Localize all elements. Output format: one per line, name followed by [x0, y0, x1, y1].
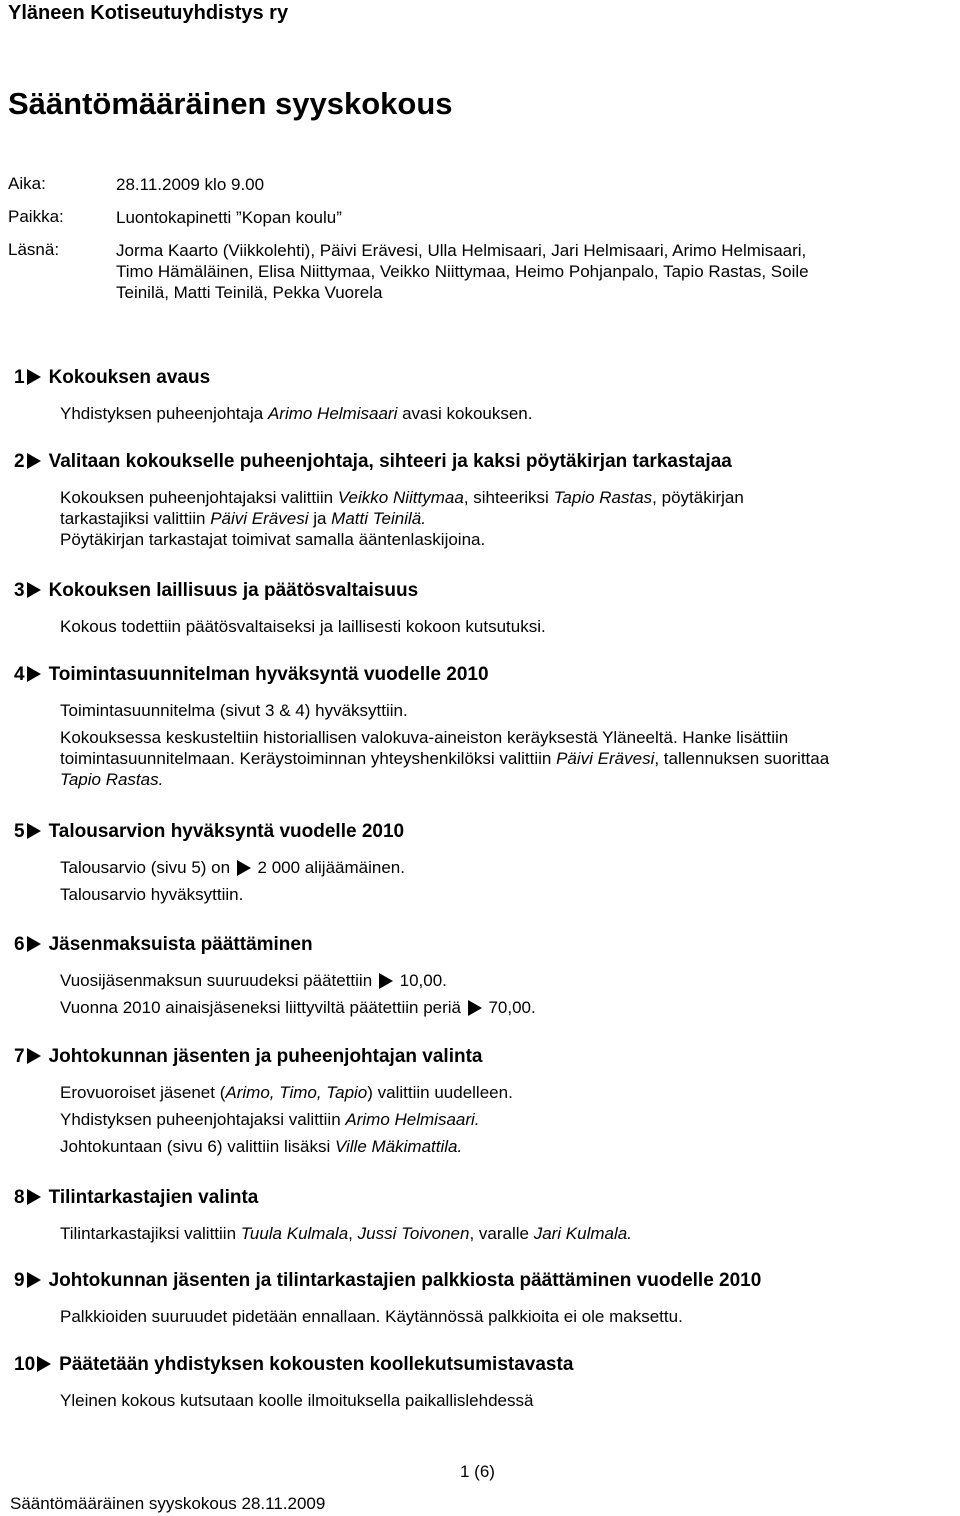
section-body: [60, 700, 956, 790]
place-label: Paikka:: [8, 207, 64, 226]
paragraph-line: [60, 529, 956, 550]
paragraph-line: [60, 748, 956, 769]
section-body: [60, 970, 956, 1018]
paragraph-line: [60, 1390, 956, 1411]
text-run: Talousarvio (sivu 5) on: [60, 858, 235, 877]
section-body: [60, 487, 956, 550]
text-run: , tallennuksen suorittaa: [654, 749, 830, 768]
arrow-bullet-icon: [379, 973, 393, 989]
section-heading: [14, 934, 313, 956]
italic-name: Jari Kulmala.: [533, 1224, 632, 1243]
section-number: 6: [14, 934, 25, 955]
present-label: Läsnä:: [8, 240, 60, 259]
section-title: Päätetään yhdistyksen kokousten koollekutsumistavasta: [59, 1354, 574, 1375]
text-run: , pöytäkirjan: [652, 488, 744, 507]
arrow-bullet-icon: [27, 1189, 41, 1205]
paragraph-line: [60, 997, 956, 1018]
text-run: ) valittiin uudelleen.: [367, 1083, 513, 1102]
present-line: Teinilä, Matti Teinilä, Pekka Vuorela: [116, 283, 383, 302]
section-title: Jäsenmaksuista päättäminen: [48, 934, 313, 955]
paragraph-line: [60, 884, 956, 905]
page-number: 1 (6): [460, 1462, 495, 1481]
paragraph-line: [60, 700, 956, 721]
section-body: [60, 1306, 956, 1327]
paragraph-line: [60, 403, 956, 424]
paragraph-line: [60, 508, 956, 529]
text-run: Toimintasuunnitelma (sivut 3 & 4) hyväksyttiin.: [60, 701, 408, 720]
section-body: [60, 616, 956, 637]
text-run: 70,00.: [483, 998, 536, 1017]
section-number: 1: [14, 367, 25, 388]
present-line: Timo Hämäläinen, Elisa Niittymaa, Veikko Niittymaa, Heimo Pohjanpalo, Tapio Rastas, Soile: [116, 262, 809, 281]
paragraph-line: [60, 1109, 956, 1130]
paragraph-line: [60, 1223, 956, 1244]
section-number: 8: [14, 1187, 25, 1208]
arrow-bullet-icon: [27, 1272, 41, 1288]
section-heading: [14, 1270, 761, 1292]
text-run: , varalle: [469, 1224, 534, 1243]
section-body: [60, 857, 956, 905]
section-body: [60, 403, 956, 424]
text-run: Kokouksessa keskusteltiin historiallisen valokuva-aineiston keräyksestä Yläneeltä. Hanke lisättiin: [60, 728, 789, 747]
place-value: Luontokapinetti ”Kopan koulu”: [116, 208, 342, 227]
text-run: Tilintarkastajiksi valittiin: [60, 1224, 241, 1243]
arrow-bullet-icon: [27, 936, 41, 952]
text-run: Yhdistyksen puheenjohtaja: [60, 404, 268, 423]
section-title: Tilintarkastajien valinta: [48, 1187, 259, 1208]
text-run: Kokous todettiin päätösvaltaiseksi ja laillisesti kokoon kutsutuksi.: [60, 617, 546, 636]
text-run: Vuosijäsenmaksun suuruudeksi päätettiin: [60, 971, 377, 990]
section-title: Valitaan kokoukselle puheenjohtaja, sihteeri ja kaksi pöytäkirjan tarkastajaa: [48, 451, 732, 472]
text-run: tarkastajiksi valittiin: [60, 509, 211, 528]
section-number: 9: [14, 1270, 25, 1291]
section-title: Johtokunnan jäsenten ja tilintarkastajien palkkiosta päättäminen vuodelle 2010: [48, 1270, 762, 1291]
time-label: Aika:: [8, 174, 46, 193]
arrow-bullet-icon: [27, 453, 41, 469]
text-run: , sihteeriksi: [463, 488, 554, 507]
text-run: Pöytäkirjan tarkastajat toimivat samalla ääntenlaskijoina.: [60, 530, 486, 549]
text-run: Johtokuntaan (sivu 6) valittiin lisäksi: [60, 1137, 335, 1156]
arrow-bullet-icon: [27, 666, 41, 682]
section-number: 7: [14, 1046, 25, 1067]
arrow-bullet-icon: [468, 1000, 482, 1016]
italic-name: Matti Teinilä.: [331, 509, 426, 528]
section-number: 10: [14, 1354, 36, 1375]
section-number: 5: [14, 821, 25, 842]
paragraph-line: [60, 970, 956, 991]
paragraph-line: [60, 1082, 956, 1103]
arrow-bullet-icon: [27, 369, 41, 385]
organization-name: Yläneen Kotiseutuyhdistys ry: [8, 2, 289, 24]
section-title: Kokouksen avaus: [48, 367, 211, 388]
text-run: Yhdistyksen puheenjohtajaksi valittiin: [60, 1110, 346, 1129]
text-run: Talousarvio hyväksyttiin.: [60, 885, 244, 904]
text-run: avasi kokouksen.: [397, 404, 533, 423]
italic-name: Jussi Toivonen: [357, 1224, 470, 1243]
present-list: [116, 240, 960, 303]
text-run: 10,00.: [394, 971, 447, 990]
section-heading: [14, 451, 732, 473]
document-title: Sääntömääräinen syyskokous: [8, 86, 453, 121]
section-title: Kokouksen laillisuus ja päätösvaltaisuus: [48, 580, 419, 601]
text-run: Vuonna 2010 ainaisjäseneksi liittyviltä päätettiin periä: [60, 998, 466, 1017]
text-run: Palkkioiden suuruudet pidetään ennallaan. Käytännössä palkkioita ei ole maksettu.: [60, 1307, 683, 1326]
section-number: 2: [14, 451, 25, 472]
arrow-bullet-icon: [237, 860, 251, 876]
paragraph-line: [60, 1136, 956, 1157]
section-heading: [14, 367, 210, 389]
text-run: Kokouksen puheenjohtajaksi valittiin: [60, 488, 338, 507]
section-number: 3: [14, 580, 25, 601]
text-run: Yleinen kokous kutsutaan koolle ilmoituksella paikallislehdessä: [60, 1391, 534, 1410]
text-run: toimintasuunnitelmaan. Keräystoiminnan yhteyshenkilöksi valittiin: [60, 749, 557, 768]
paragraph-line: [60, 857, 956, 878]
text-run: Erovuoroiset jäsenet (: [60, 1083, 226, 1102]
time-value: 28.11.2009 klo 9.00: [116, 175, 265, 194]
arrow-bullet-icon: [37, 1356, 51, 1372]
section-heading: [14, 580, 418, 602]
text-run: ,: [348, 1224, 358, 1243]
section-body: [60, 1390, 956, 1411]
italic-name: Päivi Erävesi: [556, 749, 655, 768]
italic-name: Arimo, Timo, Tapio: [225, 1083, 368, 1102]
present-line: Jorma Kaarto (Viikkolehti), Päivi Erävesi, Ulla Helmisaari, Jari Helmisaari, Arimo Helmisaari,: [116, 241, 807, 260]
arrow-bullet-icon: [27, 823, 41, 839]
section-title: Talousarvion hyväksyntä vuodelle 2010: [48, 821, 405, 842]
arrow-bullet-icon: [27, 582, 41, 598]
section-title: Johtokunnan jäsenten ja puheenjohtajan valinta: [48, 1046, 483, 1067]
paragraph-line: [60, 1306, 956, 1327]
paragraph-line: [60, 727, 956, 748]
section-heading: [14, 1354, 573, 1376]
italic-name: Tapio Rastas.: [60, 770, 164, 789]
italic-name: Veikko Niittymaa: [337, 488, 464, 507]
section-body: [60, 1082, 956, 1157]
italic-name: Tuula Kulmala: [240, 1224, 349, 1243]
section-heading: [14, 1046, 482, 1068]
italic-name: Tapio Rastas: [553, 488, 653, 507]
italic-name: Ville Mäkimattila.: [334, 1137, 463, 1156]
paragraph-line: [60, 769, 956, 790]
italic-name: Arimo Helmisaari.: [345, 1110, 480, 1129]
section-heading: [14, 664, 489, 686]
paragraph-line: [60, 616, 956, 637]
arrow-bullet-icon: [27, 1048, 41, 1064]
section-body: [60, 1223, 956, 1244]
section-number: 4: [14, 664, 25, 685]
italic-name: Arimo Helmisaari: [267, 404, 398, 423]
section-heading: [14, 1187, 258, 1209]
section-title: Toimintasuunnitelman hyväksyntä vuodelle 2010: [48, 664, 489, 685]
paragraph-line: [60, 487, 956, 508]
text-run: ja: [308, 509, 332, 528]
text-run: 2 000 alijäämäinen.: [252, 858, 405, 877]
section-heading: [14, 821, 404, 843]
footer-text: Sääntömääräinen syyskokous 28.11.2009: [10, 1494, 326, 1513]
italic-name: Päivi Erävesi: [210, 509, 309, 528]
